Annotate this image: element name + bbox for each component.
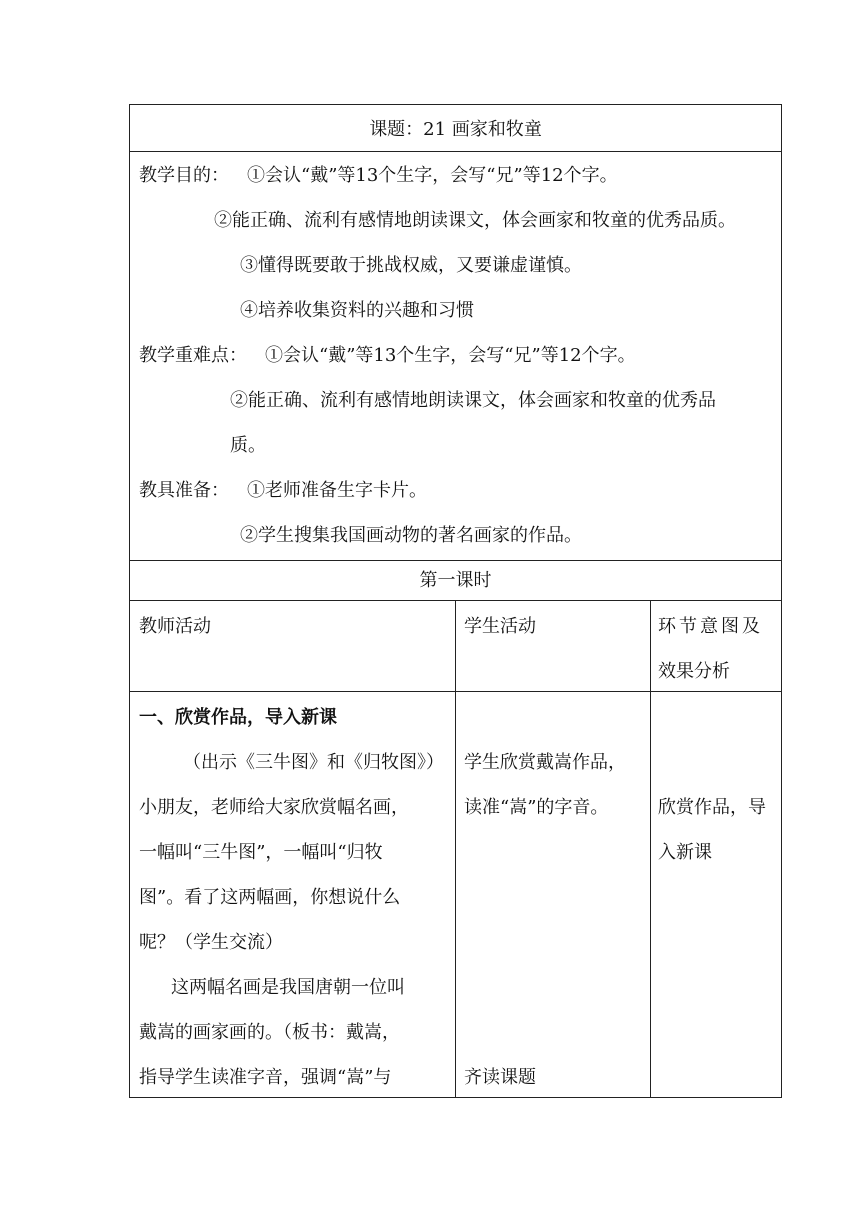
key-point-item: ①会认“戴”等13个生字，会写“兄”等12个字。 [265,345,636,366]
key-points-line-1 [139,345,636,367]
objective-item: ①会认“戴”等13个生字，会写“兄”等12个字。 [247,165,618,186]
teacher-line: 呢？（学生交流） [139,932,283,953]
lesson-period-cell [130,561,782,601]
lesson-period: 第一课时 [419,569,492,591]
section-heading: 一、欣赏作品，导入新课 [139,707,337,728]
teacher-activity-cell [130,692,456,1098]
key-point-item: 质。 [230,435,266,456]
teacher-line: 小朋友，老师给大家欣赏幅名画， [139,797,409,818]
analysis-cell [651,692,782,1098]
teacher-line: （出示《三牛图》和《归牧图》） [183,752,444,773]
materials-line-1 [139,480,427,502]
analysis-line: 欣赏作品，导 [658,797,766,818]
lesson-plan-table [129,104,782,1098]
material-item: ①老师准备生字卡片。 [247,480,427,501]
material-item: ②学生搜集我国画动物的著名画家的作品。 [240,525,582,546]
analysis-label-line-1: 环节意图及 [658,616,763,637]
teacher-line: 一幅叫“三牛图”，一幅叫“归牧 [139,842,383,863]
objective-item: ③懂得既要敢于挑战权威，又要谦虚谨慎。 [240,255,582,276]
student-activity-header [456,601,651,692]
objectives-label: 教学目的： [139,165,229,186]
teacher-activity-label: 教师活动 [139,616,211,637]
lesson-info-cell [130,152,782,561]
analysis-line: 入新课 [658,842,712,863]
student-activity-label: 学生活动 [464,616,536,637]
student-line: 齐读课题 [464,1067,536,1088]
student-line: 读准“嵩”的字音。 [464,797,609,818]
objective-item: ②能正确、流利有感情地朗读课文，体会画家和牧童的优秀品质。 [214,210,736,231]
objectives-line-1 [139,165,618,187]
key-points-label: 教学重难点： [139,345,247,366]
teacher-line: 图”。看了这两幅画，你想说什么 [139,887,401,908]
teacher-line: 戴嵩的画家画的。（板书：戴嵩， [139,1022,400,1043]
analysis-header [651,601,782,692]
student-line: 学生欣赏戴嵩作品， [464,752,626,773]
objective-item: ④培养收集资料的兴趣和习惯 [240,300,474,321]
teacher-line: 这两幅名画是我国唐朝一位叫 [171,977,405,998]
lesson-title-cell [130,105,782,152]
teacher-activity-header [130,601,456,692]
lesson-title: 课题：21 画家和牧童 [369,119,542,140]
materials-label: 教具准备： [139,480,229,501]
student-activity-cell [456,692,651,1098]
key-point-item: ②能正确、流利有感情地朗读课文，体会画家和牧童的优秀品 [230,390,716,411]
analysis-label-line-2: 效果分析 [658,661,730,682]
teacher-line: 指导学生读准字音，强调“嵩”与 [139,1067,392,1088]
